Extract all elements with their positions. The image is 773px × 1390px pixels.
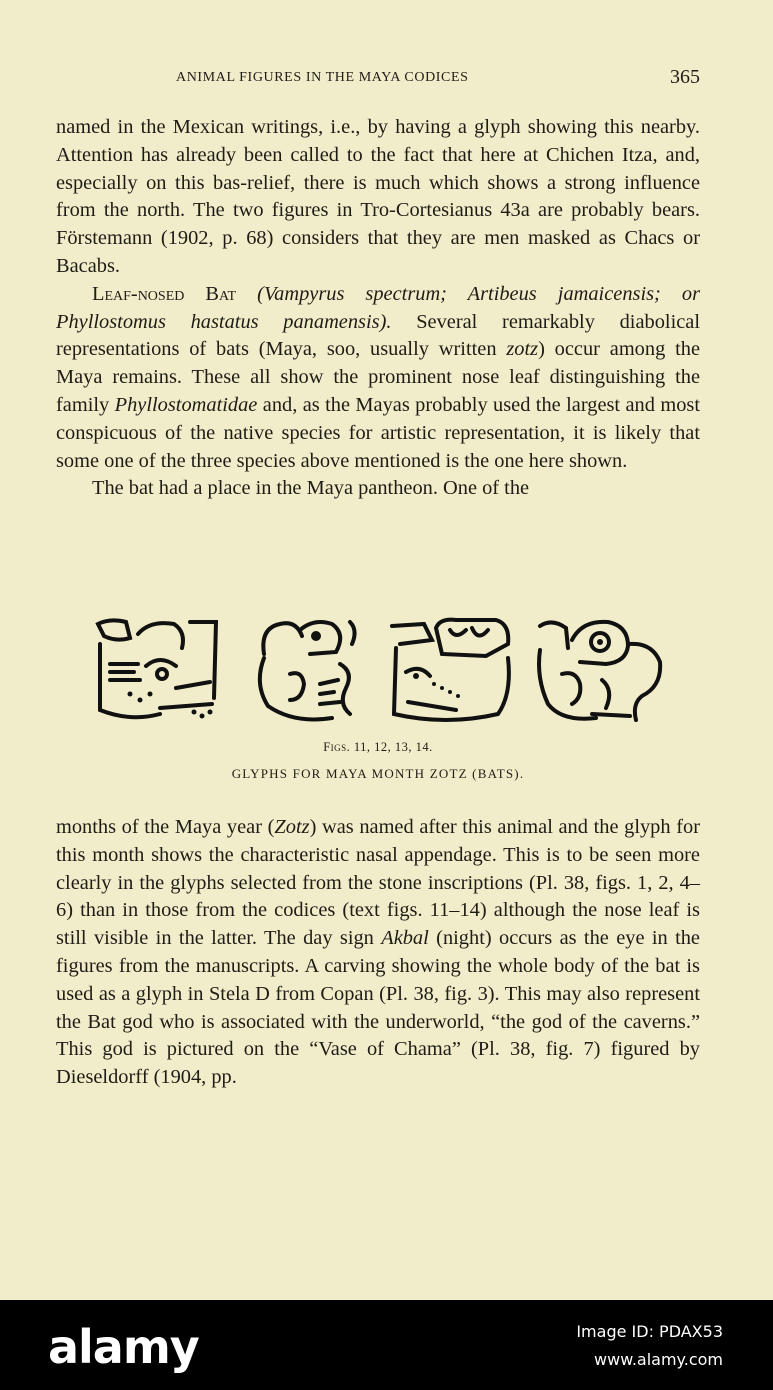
family-name: Phyllostomatidae (114, 393, 258, 416)
paragraph-1-text: named in the Mexican writings, i.e., by having a glyph showing this nearby. Attention has already been called to the fact that here at Chichen Itza, and, especially on this bas-relief, there is much which shows a strong influence from the north. The two figures in Tro-Cortesianus 43a are probably bears. Förstemann (1902, p. 68) considers that they are men masked as Chacs or Bacabs. (56, 116, 700, 277)
glyph-figure-13 (386, 614, 520, 730)
glyph-figure-11 (90, 614, 224, 730)
image-id-label: Image ID: PDAX53 (576, 1322, 723, 1341)
glyph-figure-14 (532, 614, 666, 730)
paragraph-3-text: The bat had a place in the Maya pantheon. One of the (92, 477, 530, 500)
paragraph-2-text-b: ) occur among the Maya remains. These all show the prominent nose leaf distinguishing the family (56, 338, 700, 416)
leaf-nosed-bat-heading: Leaf-nosed Bat (92, 282, 237, 305)
paragraph-4-text-a: months of the Maya year ( (56, 816, 275, 838)
body-text-upper (56, 114, 700, 503)
alamy-logo: alamy (48, 1320, 199, 1374)
paragraph-4 (56, 814, 700, 1092)
figure-numbers: Figs. 11, 12, 13, 14. (323, 740, 433, 754)
akbal-day-sign: Akbal (381, 927, 429, 950)
site-url: www.alamy.com (594, 1350, 723, 1369)
watermark-banner (0, 1300, 773, 1390)
paragraph-2 (56, 281, 700, 476)
paragraph-2-text-a: Several remarkably diabolical representations of bats (Maya, soo, usually written (56, 310, 700, 361)
glyph-figure-12 (250, 614, 384, 730)
running-head (56, 66, 700, 92)
zotz-term: zotz (506, 338, 539, 361)
paragraph-3 (56, 475, 700, 503)
body-text-lower (56, 814, 700, 1092)
running-title: ANIMAL FIGURES IN THE MAYA CODICES (176, 70, 469, 85)
species-names: (Vampyrus spectrum; Artibeus jamaicensis; or Phyllostomus hastatus panamensis). (56, 282, 701, 333)
paragraph-1 (56, 114, 700, 281)
bat-glyph-figures (90, 614, 670, 734)
paragraph-2-text-c: and, as the Mayas probably used the largest and most conspicuous of the native species for artistic representation, it is likely that some one of the three species above mentioned is the one here shown. (56, 393, 700, 472)
page-number: 365 (670, 66, 700, 88)
paragraph-4-text-c: (night) occurs as the eye in the figures from the manuscripts. A carving showing the whole body of the bat is used as a glyph in Stela D from Copan (Pl. 38, fig. 3). This may also represent the Bat god who is associated with the underworld, “the god of the caverns.” This god is pictured on the “Vase of Chama” (Pl. 38, fig. 7) figured by Dieseldorff (1904, pp. (56, 927, 700, 1089)
zotz-month-name: Zotz (274, 816, 310, 838)
paragraph-4-text-b: ) was named after this animal and the glyph for this month shows the characteristic nasal appendage. This is to be seen more clearly in the glyphs selected from the stone inscriptions (Pl. 38, figs. 1, 2, 4–6) than in those from the codices (text figs. 11–14) although the nose leaf is still visible in the latter. The day sign (56, 816, 700, 950)
figure-caption: GLYPHS FOR MAYA MONTH ZOTZ (BATS). (231, 766, 525, 781)
